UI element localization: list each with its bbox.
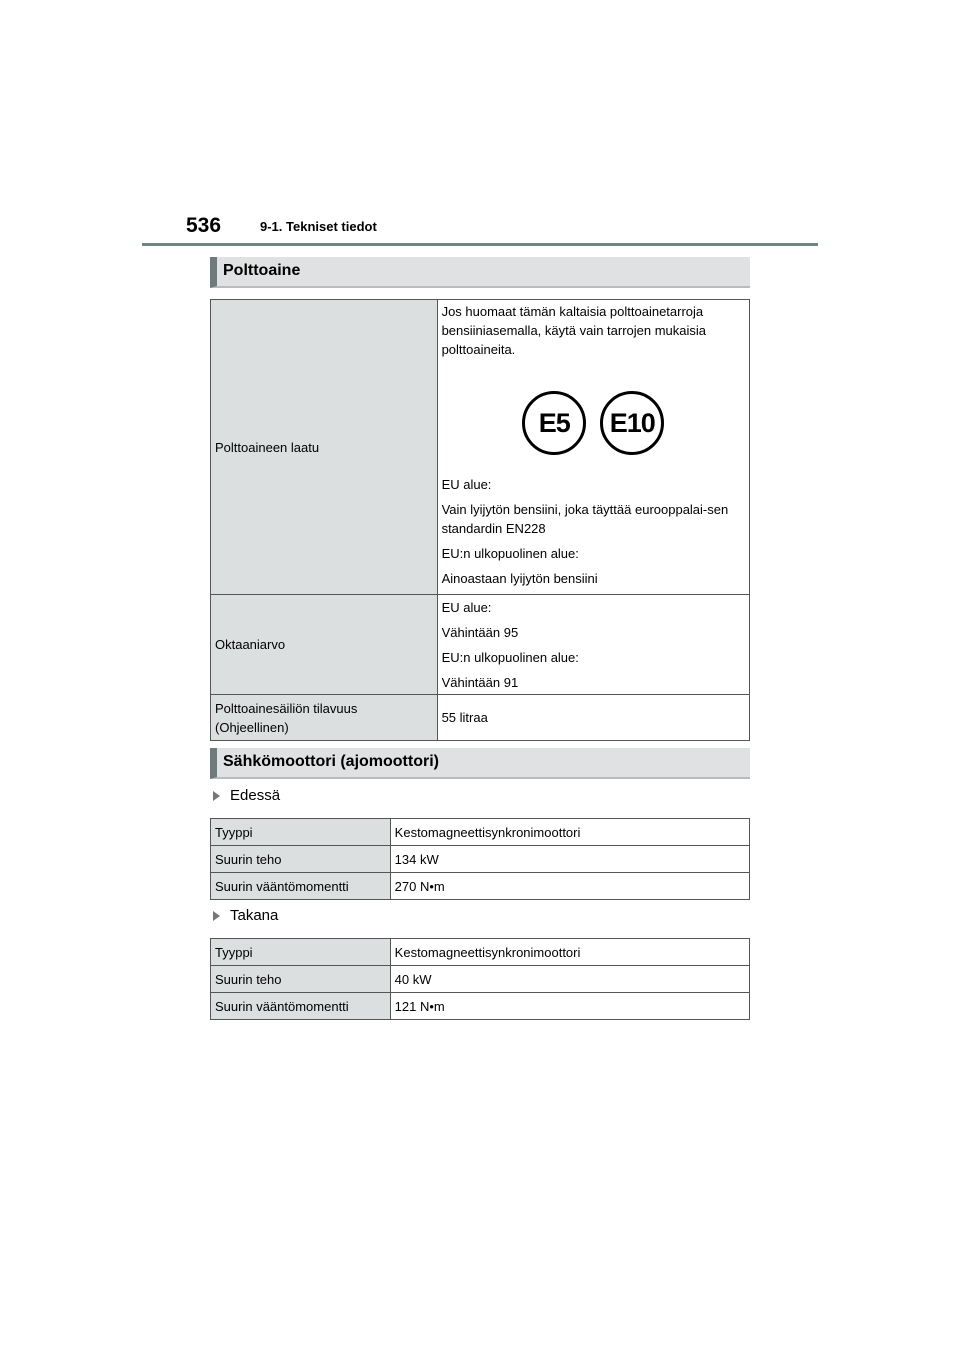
rear-motor-title: Takana <box>230 907 279 924</box>
front-motor-subheading <box>210 787 280 804</box>
front-motor-title: Edessä <box>230 787 281 804</box>
header-divider <box>142 243 818 246</box>
triangle-bullet-icon <box>213 791 220 801</box>
motor-section-heading <box>210 748 750 779</box>
table-row <box>211 993 750 1020</box>
fuel-quality-label: Polttoaineen laatu <box>211 300 438 595</box>
non-eu-area-text: Ainoastaan lyijytön bensiini <box>441 571 598 586</box>
page-number: 536 <box>186 214 222 237</box>
front-type-value: Kestomagneettisynkronimoottori <box>390 819 749 846</box>
front-type-label: Tyyppi <box>211 819 391 846</box>
rear-type-label: Tyyppi <box>211 939 391 966</box>
triangle-bullet-icon <box>213 911 220 921</box>
tank-row <box>211 695 750 741</box>
non-eu-area-label: EU:n ulkopuolinen alue: <box>441 546 579 561</box>
tank-label-line2: (Ohjeellinen) <box>215 719 289 735</box>
tank-value: 55 litraa <box>437 695 749 741</box>
fuel-heading-text: Polttoaine <box>223 262 301 279</box>
e5-fuel-label-icon: E5 <box>522 391 586 455</box>
rear-motor-table <box>210 938 750 1020</box>
table-row <box>211 966 750 993</box>
chapter-title: 9-1. Tekniset tiedot <box>260 219 377 234</box>
octane-eu-label: EU alue: <box>441 599 492 615</box>
front-motor-table <box>210 818 750 900</box>
front-power-value: 134 kW <box>390 846 749 873</box>
octane-label: Oktaaniarvo <box>211 595 438 695</box>
octane-value <box>437 595 749 695</box>
octane-eu-value: Vähintään 95 <box>441 624 519 640</box>
fuel-quality-row <box>211 300 750 595</box>
fuel-quality-intro: Jos huomaat tämän kaltaisia polttoainetarroja bensiiniasemalla, käytä vain tarrojen mukaisia polttoaineita. <box>441 304 707 357</box>
rear-motor-subheading <box>210 907 278 924</box>
fuel-label-badges <box>442 391 745 455</box>
front-torque-label: Suurin vääntömomentti <box>211 873 391 900</box>
front-torque-value: 270 N•m <box>390 873 749 900</box>
e10-fuel-label-icon: E10 <box>600 391 664 455</box>
rear-type-value: Kestomagneettisynkronimoottori <box>390 939 749 966</box>
motor-heading-text: Sähkömoottori (ajomoottori) <box>223 753 439 770</box>
table-row <box>211 846 750 873</box>
octane-row <box>211 595 750 695</box>
table-row <box>211 873 750 900</box>
table-row <box>211 819 750 846</box>
eu-area-text: Vain lyijytön bensiini, joka täyttää eurooppalai-sen standardin EN228 <box>441 502 729 536</box>
octane-non-eu-label: EU:n ulkopuolinen alue: <box>441 649 579 665</box>
eu-area-label: EU alue: <box>441 477 492 492</box>
fuel-quality-value <box>437 300 749 595</box>
front-power-label: Suurin teho <box>211 846 391 873</box>
tank-label-line1: Polttoainesäiliön tilavuus <box>215 700 358 716</box>
rear-power-label: Suurin teho <box>211 966 391 993</box>
fuel-table <box>210 299 750 741</box>
rear-torque-label: Suurin vääntömomentti <box>211 993 391 1020</box>
rear-torque-value: 121 N•m <box>390 993 749 1020</box>
fuel-section-heading <box>210 257 750 288</box>
rear-power-value: 40 kW <box>390 966 749 993</box>
table-row <box>211 939 750 966</box>
tank-label <box>211 695 438 741</box>
octane-non-eu-value: Vähintään 91 <box>441 674 519 690</box>
